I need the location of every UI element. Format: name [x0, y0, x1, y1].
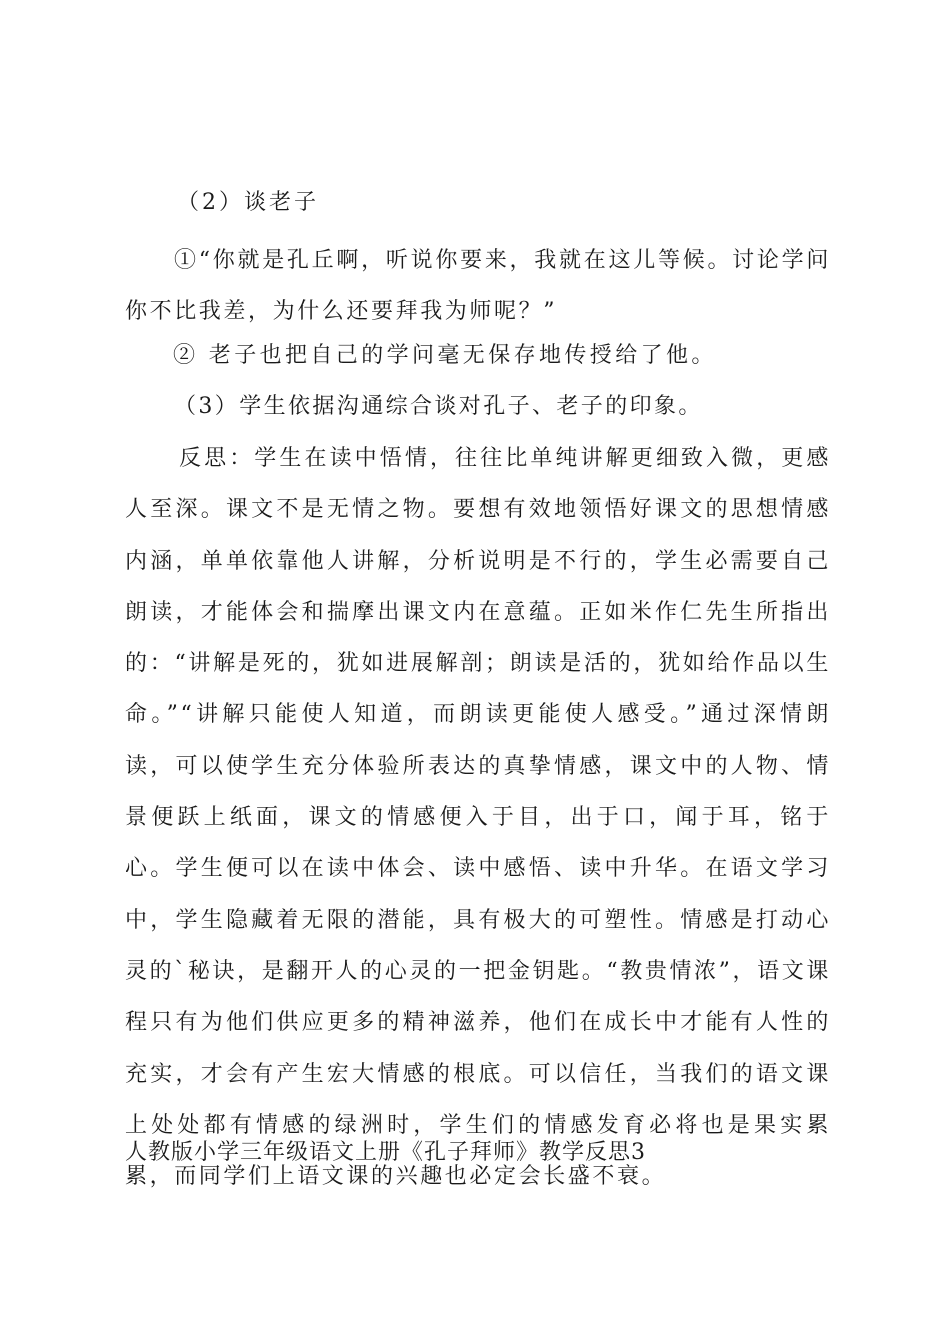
quote-paragraph-2: ② 老子也把自己的学问毫无保存地传授给了他。 [173, 343, 717, 368]
quote-paragraph-1: ①“你就是孔丘啊，听说你要来，我就在这儿等候。讨论学问你不比我差，为什么还要拜我为师呢？” [125, 248, 831, 325]
item-3: （3）学生依据沟通综合谈对孔子、老子的印象。 [174, 394, 703, 419]
section-heading: （2）谈老子 [177, 190, 319, 215]
reflection-paragraph: 反思：学生在读中悟情，往往比单纯讲解更细致入微，更感人至深。课文不是无情之物。要想有效地领悟好课文的思想情感内涵，单单依靠他人讲解，分析说明是不行的，学生必需要自己朗读，才能体会和揣摩出课文内在意蕴。正如米作仁先生所指出的：“讲解是死的，犹如进展解剖；朗读是活的，犹如给作品以生命。”“讲解只能使人知道，而朗读更能使人感受。”通过深情朗读，可以使学生充分体验所表达的真挚情感，课文中的人物、情景便跃上纸面，课文的情感便入于目，出于口，闻于耳，铭于心。学生便可以在读中体会、读中感悟、读中升华。在语文学习中，学生隐藏着无限的潜能，具有极大的可塑性。情感是打动心灵的`秘诀，是翻开人的心灵的一把金钥匙。“教贵情浓”，语文课程只有为他们供应更多的精神滋养，他们在成长中才能有人性的充实，才会有产生宏大情感的根底。可以信任，当我们的语文课上处处都有情感的绿洲时，学生们的情感发育必将也是果实累累，而同学们上语文课的兴趣也必定会长盛不衰。 [125, 446, 831, 1190]
next-section-title: 人教版小学三年级语文上册《孔子拜师》教学反思3 [125, 1140, 646, 1165]
